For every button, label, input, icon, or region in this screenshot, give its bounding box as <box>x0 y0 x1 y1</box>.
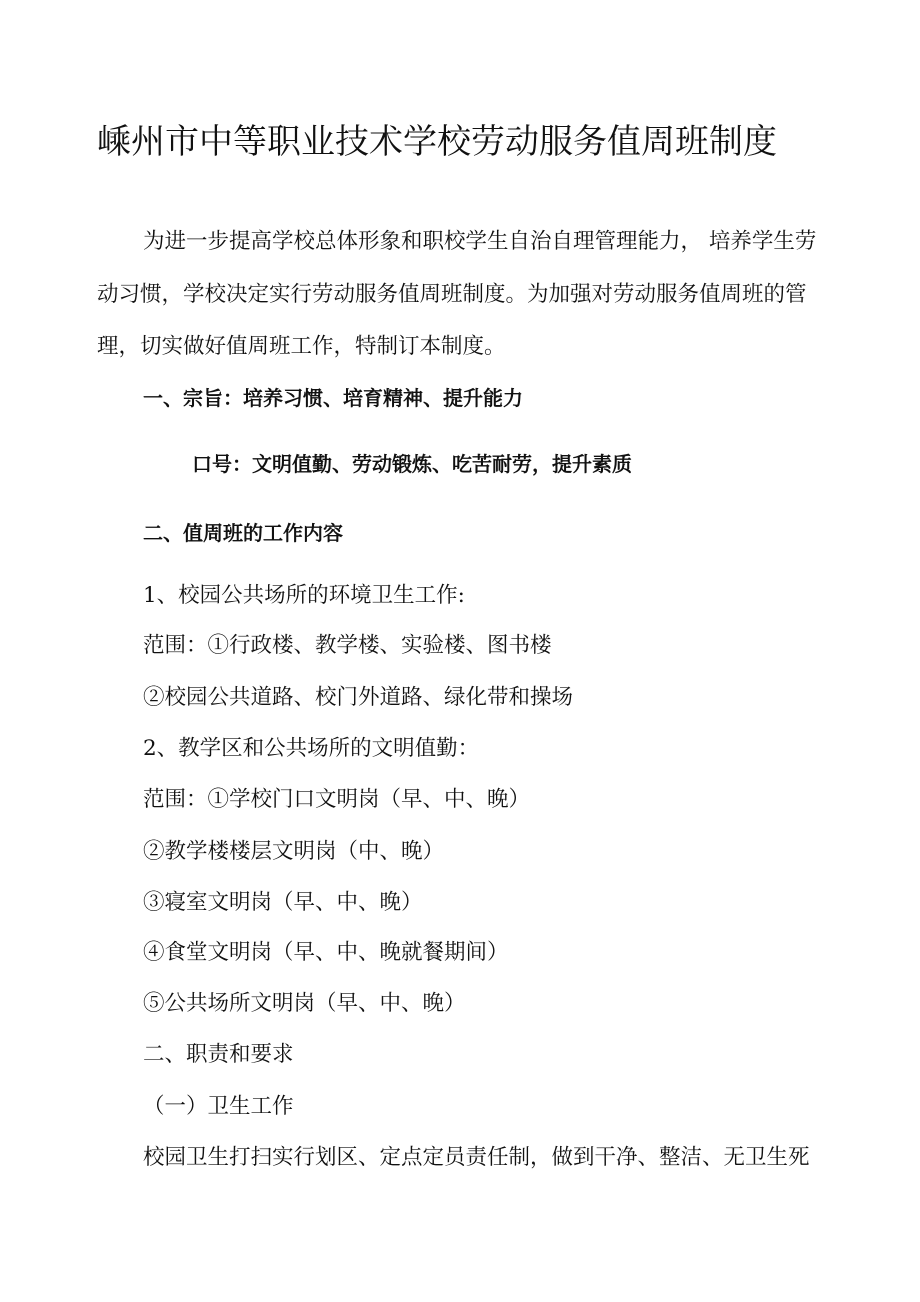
section-3-heading: 二、职责和要求 <box>143 1042 294 1067</box>
section-2-heading: 二、值周班的工作内容 <box>143 521 343 545</box>
section-1-heading: 一、宗旨：培养习惯、培育精神、提升能力 <box>143 386 523 410</box>
intro-line-3: 理，切实做好值周班工作，特制订本制度。 <box>97 334 506 359</box>
intro-line-2: 动习惯，学校决定实行劳动服务值周班制度。为加强对劳动服务值周班的管 <box>97 282 807 307</box>
item-1-title: 1、校园公共场所的环境卫生工作: <box>143 583 465 608</box>
item-2-scope-b: ②教学楼楼层文明岗（中、晚） <box>143 839 445 864</box>
item-1-scope-b: ②校园公共道路、校门外道路、绿化带和操场 <box>143 685 574 710</box>
item-2-scope-e: ⑤公共场所文明岗（早、中、晚） <box>143 991 466 1016</box>
subsection-1-text: 校园卫生打扫实行划区、定点定员责任制，做到干净、整洁、无卫生死 <box>143 1145 810 1170</box>
item-2-scope-c: ③寝室文明岗（早、中、晚） <box>143 890 423 915</box>
item-2-title: 2、教学区和公共场所的文明值勤： <box>143 736 480 761</box>
document-title: 嵊州市中等职业技术学校劳动服务值周班制度 <box>97 122 777 162</box>
item-2-scope-a: 范围：①学校门口文明岗（早、中、晚） <box>143 787 531 812</box>
slogan: 口号：文明值勤、劳动锻炼、吃苦耐劳，提升素质 <box>192 452 632 476</box>
intro-line-1: 为进一步提高学校总体形象和职校学生自治自理管理能力， 培养学生劳 <box>143 229 817 254</box>
item-1-scope-a: 范围：①行政楼、教学楼、实验楼、图书楼 <box>143 633 552 658</box>
subsection-1-heading: （一）卫生工作 <box>143 1094 294 1119</box>
item-2-scope-d: ④食堂文明岗（早、中、晚就餐期间） <box>143 940 509 965</box>
